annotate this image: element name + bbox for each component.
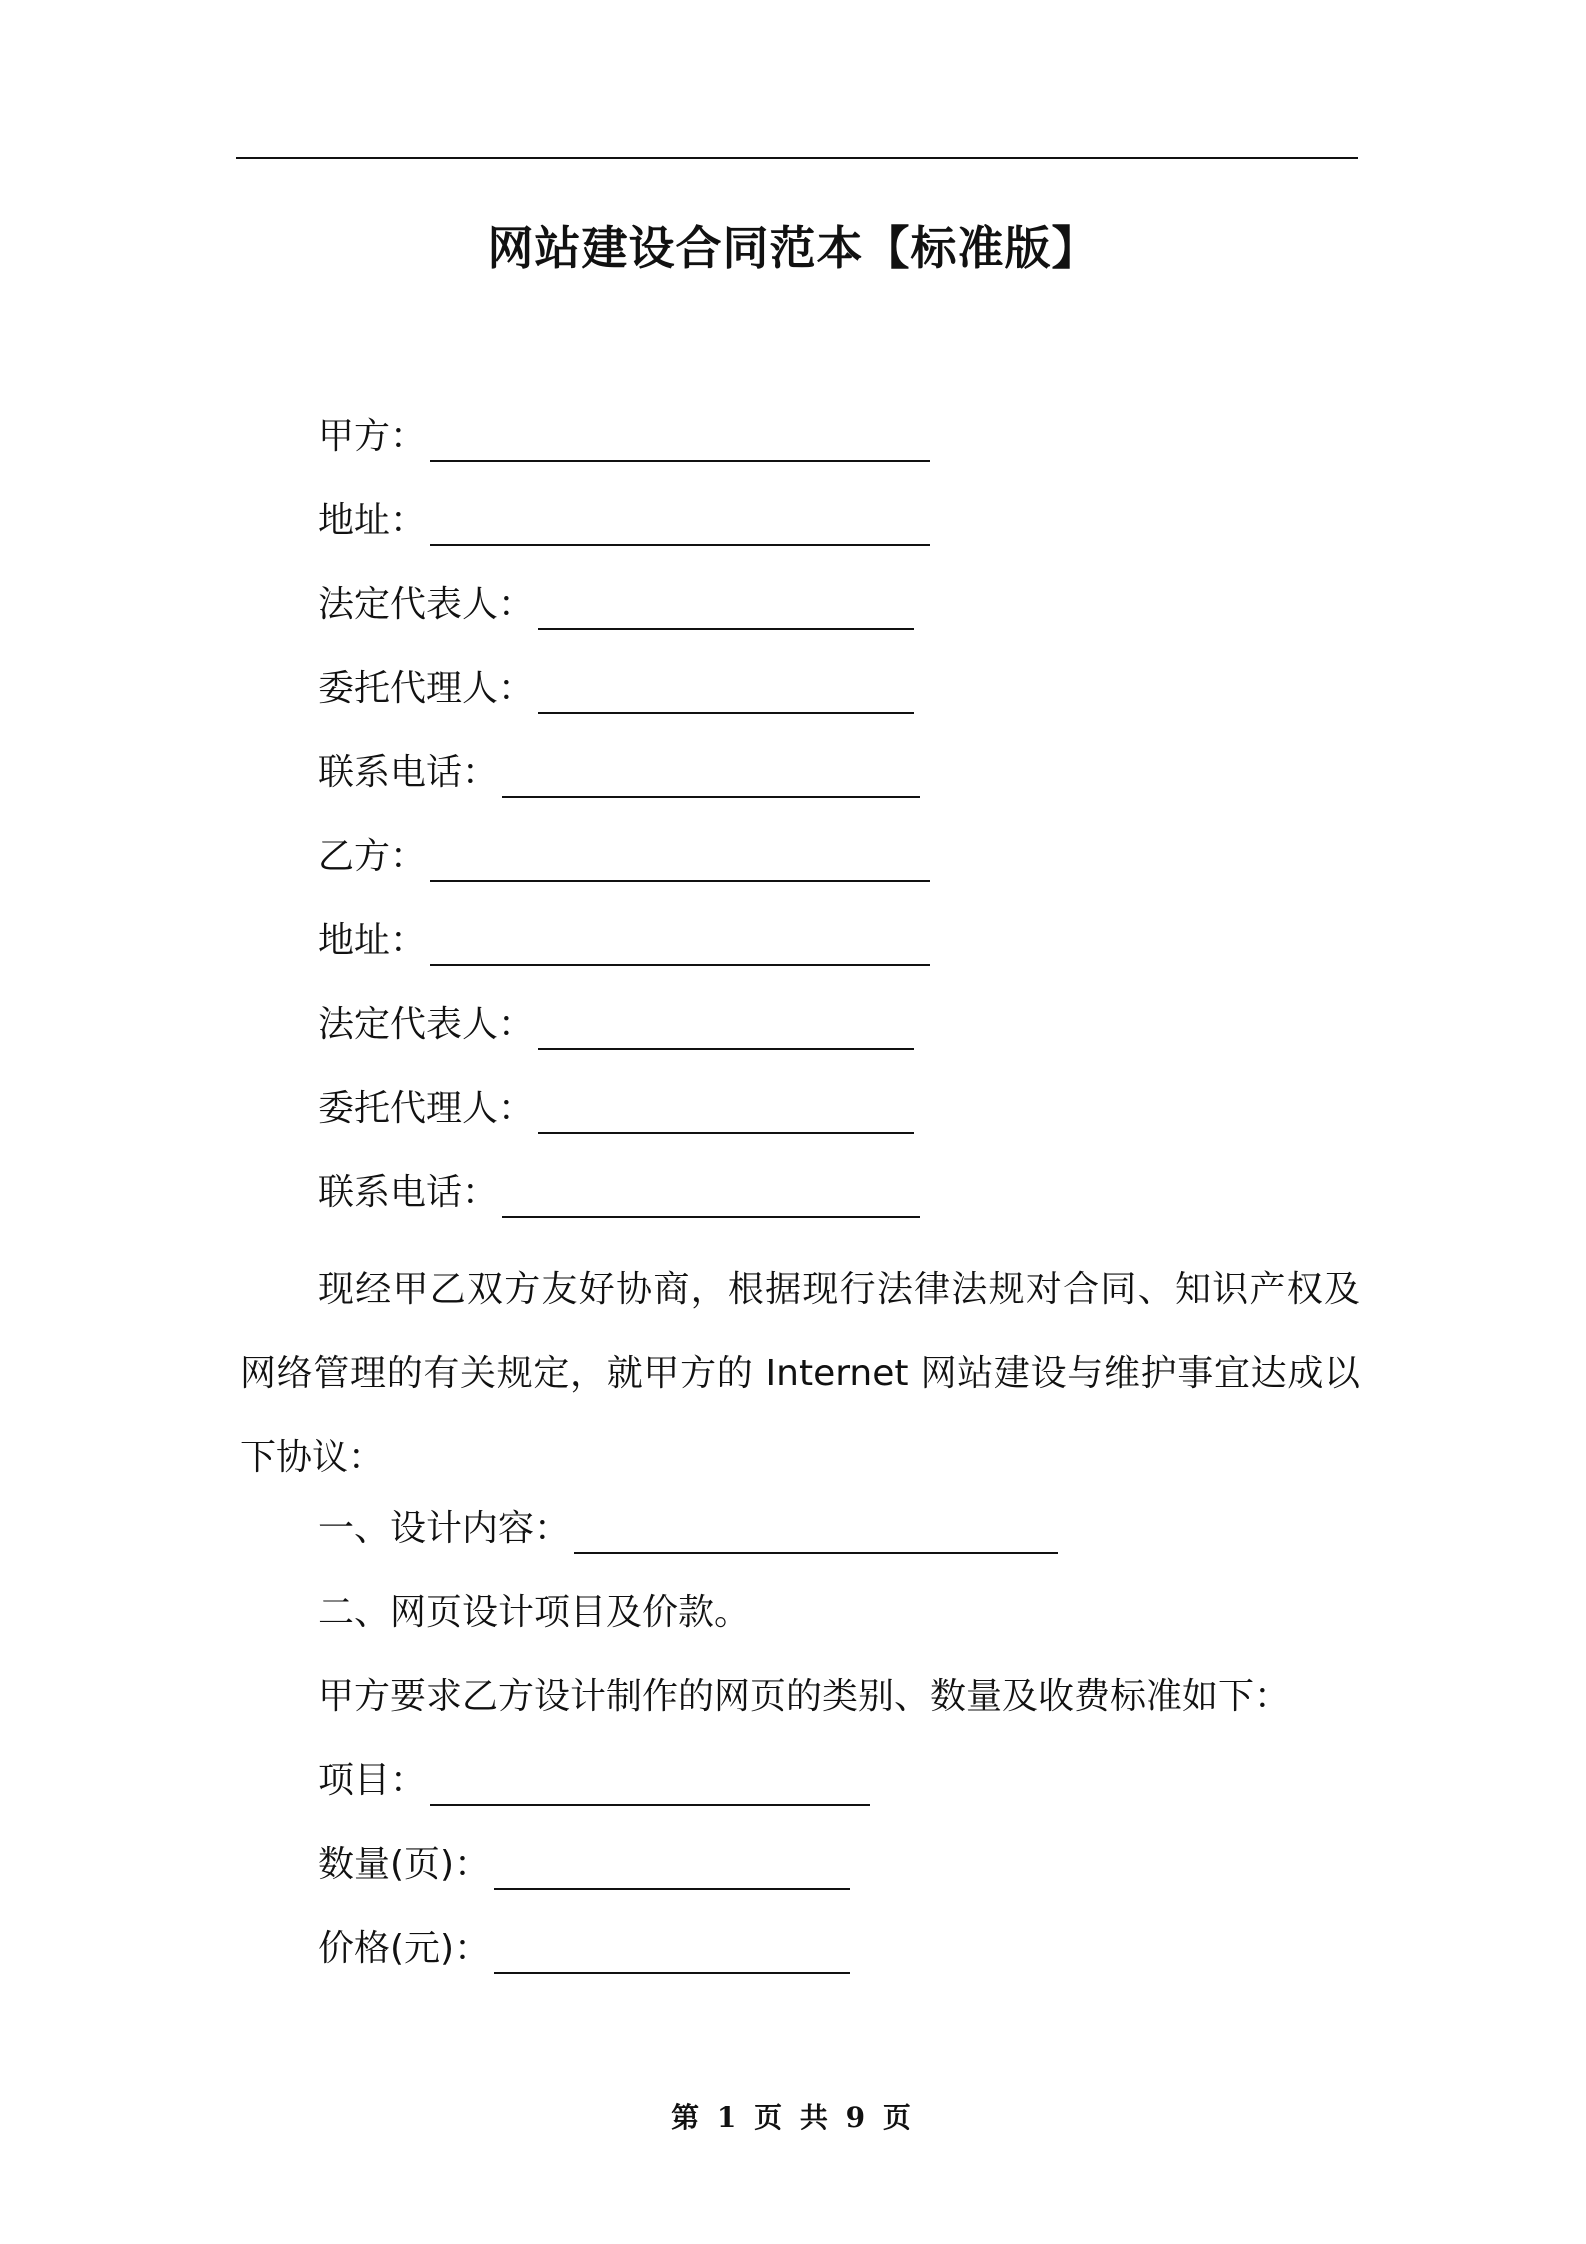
field-label: 数量(页)： [318, 1844, 491, 1885]
fill-blank[interactable] [538, 1012, 914, 1050]
field-label: 地址： [318, 500, 427, 541]
fill-blank[interactable] [430, 508, 930, 546]
fill-blank[interactable] [502, 760, 920, 798]
field-label: 联系电话： [318, 1172, 499, 1213]
fill-blank[interactable] [430, 928, 930, 966]
party-a-phone-field [318, 748, 920, 798]
party-b-address-field [318, 916, 930, 966]
field-label: 乙方： [318, 836, 427, 877]
field-label: 一、设计内容： [318, 1508, 571, 1549]
party-b-agent-field [318, 1084, 914, 1134]
fill-blank[interactable] [574, 1516, 1058, 1554]
field-label: 委托代理人： [318, 668, 535, 709]
fill-blank[interactable] [430, 1768, 870, 1806]
section-2-description: 甲方要求乙方设计制作的网页的类别、数量及收费标准如下： [318, 1676, 1291, 1717]
fill-blank[interactable] [430, 844, 930, 882]
field-label: 法定代表人： [318, 1004, 535, 1045]
party-b-phone-field [318, 1168, 920, 1218]
party-a-legal-rep-field [318, 580, 914, 630]
intro-paragraph: 现经甲乙双方友好协商，根据现行法律法规对合同、知识产权及网络管理的有关规定，就甲方的 Internet 网站建设与维护事宜达成以下协议： [240, 1269, 1360, 1478]
field-label: 委托代理人： [318, 1088, 535, 1129]
fill-blank[interactable] [538, 1096, 914, 1134]
fill-blank[interactable] [538, 676, 914, 714]
field-label: 法定代表人： [318, 584, 535, 625]
field-label: 联系电话： [318, 752, 499, 793]
fill-blank[interactable] [494, 1936, 850, 1974]
quantity-field [318, 1840, 850, 1890]
fill-blank[interactable] [494, 1852, 850, 1890]
header-rule [236, 157, 1358, 159]
fill-blank[interactable] [430, 424, 930, 462]
field-label: 项目： [318, 1760, 427, 1801]
document-title: 网站建设合同范本【标准版】 [487, 221, 1099, 275]
party-b-name-field [318, 832, 930, 882]
item-field [318, 1756, 870, 1806]
field-label: 甲方： [318, 416, 427, 457]
party-b-legal-rep-field [318, 1000, 914, 1050]
field-label: 价格(元)： [318, 1928, 491, 1969]
party-a-agent-field [318, 664, 914, 714]
fill-blank[interactable] [538, 592, 914, 630]
design-content-field [318, 1504, 1058, 1554]
fill-blank[interactable] [502, 1180, 920, 1218]
party-a-address-field [318, 496, 930, 546]
price-field [318, 1924, 850, 1974]
page-number: 第 1 页 共 9 页 [671, 2101, 915, 2134]
section-2-heading: 二、网页设计项目及价款。 [318, 1592, 751, 1633]
field-label: 地址： [318, 920, 427, 961]
party-a-name-field [318, 412, 930, 462]
